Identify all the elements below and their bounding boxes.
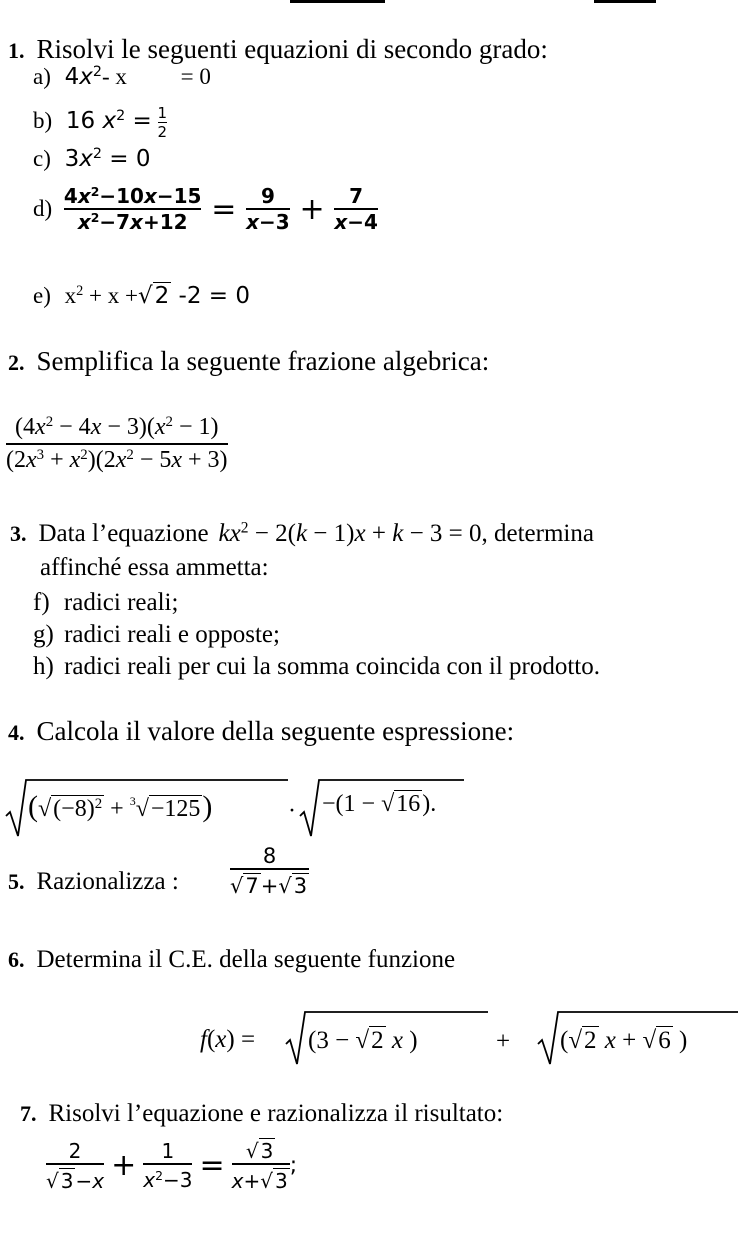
equation-e: e) $x^2 + x +√2$ -2 = 0 <box>33 283 251 309</box>
item-label: h) <box>33 653 54 680</box>
question-number: 7. <box>20 1101 37 1126</box>
item-f <box>33 589 178 617</box>
question-title: Determina il C.E. della seguente funzione <box>36 946 456 973</box>
question-3-heading: 3. Data l’equazione $kx^2 - 2(k - 1)x + k - 3 = 0$, determina <box>10 519 594 547</box>
question-title: Risolvi le seguenti equazioni di secondo grado: <box>36 34 548 64</box>
question-title: Calcola il valore della seguente espressione: <box>36 716 515 746</box>
question-title: Semplifica la seguente frazione algebrica: <box>36 346 490 376</box>
fraction-to-rationalize: $\frac{8}{√7+√3}$ <box>230 844 308 898</box>
equation-c: c) $3x^2 = 0$ <box>33 146 151 172</box>
item-label: e) <box>33 283 51 308</box>
equation-b: b) 16 $x^2$ = $\frac{1}{2}$ <box>33 104 168 141</box>
function-definition: f(x) = (3 − √2 x ) + (√2 x + √6 ) <box>200 1006 739 1068</box>
equation-d: d) $\frac{4x^2-10x-15}{x^2-7x+12}$ = $\frac{9}{x-3}$ + $\frac{7}{x-4}$ <box>33 184 378 234</box>
item-text: radici reali per cui la somma coincida con il prodotto. <box>64 653 601 680</box>
item-text: radici reali; <box>63 589 179 616</box>
question-4-heading <box>8 716 514 747</box>
question-number: 6. <box>8 947 25 972</box>
question-title-end: , determina <box>481 520 594 547</box>
header-fragment-left <box>290 0 385 3</box>
equation-7: $\frac{2}{√ 3 -x}$ + $\frac{1}{x^2-3}$ = $\frac{√ 3}{x+√ 3}$ ; <box>46 1138 298 1193</box>
item-label: f) <box>33 589 50 616</box>
radical-expression: $(√(-8)^2 + ^3√-125)$ · −(1 − √16). <box>4 776 474 842</box>
item-g <box>33 621 280 649</box>
question-number: 1. <box>8 38 25 63</box>
question-title: Data l’equazione <box>38 520 209 547</box>
item-h <box>33 653 600 681</box>
question-number: 3. <box>10 521 27 546</box>
fraction-numerator: 8 <box>262 844 277 868</box>
question-title: Risolvi l’equazione e razionalizza il risultato: <box>48 1100 504 1127</box>
equation-a: a) $4x^2-$ x = 0 <box>33 64 211 90</box>
algebraic-fraction: $\frac{(4x^2 - 4x - 3)(x^2 - 1)}{(2x^3 + x^2)(2x^2 - 5x + 3)}$ <box>6 413 228 473</box>
question-1-heading <box>8 34 548 65</box>
question-2-heading <box>8 346 489 377</box>
item-label: g) <box>33 621 54 648</box>
item-label: c) <box>33 146 51 171</box>
question-3-line2: affinché essa ammetta: <box>40 554 269 581</box>
question-number: 2. <box>8 350 25 375</box>
question-7-heading <box>20 1100 503 1128</box>
item-label: b) <box>33 107 53 133</box>
question-title: Razionalizza : <box>36 868 179 895</box>
item-text: radici reali e opposte; <box>64 621 280 648</box>
question-6-heading <box>8 946 455 974</box>
question-number: 4. <box>8 720 25 745</box>
item-label: a) <box>33 64 51 89</box>
question-number: 5. <box>8 869 25 894</box>
question-5-heading <box>8 868 179 896</box>
header-fragment-right <box>594 0 656 3</box>
item-label: d) <box>33 196 53 221</box>
